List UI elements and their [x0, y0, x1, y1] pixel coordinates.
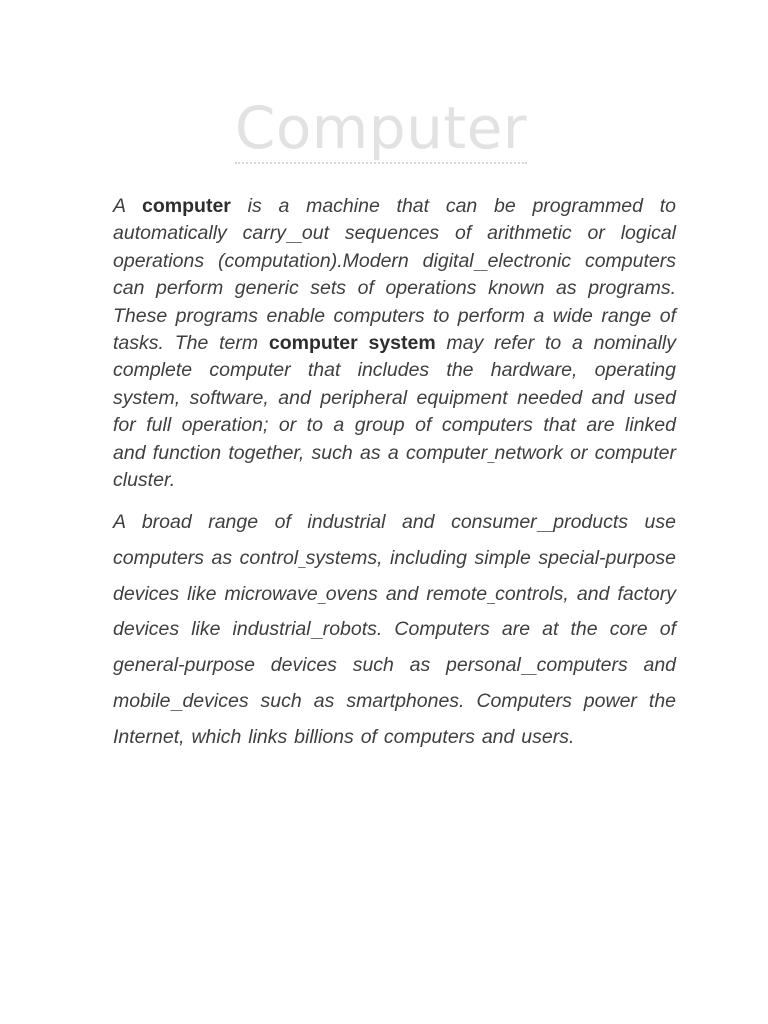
body-text: operations (computation).Modern digital — [113, 249, 474, 272]
body-text: A broad range of industrial and consumer — [113, 511, 537, 533]
hyperlink-space[interactable] — [487, 583, 495, 605]
hyperlink-space[interactable] — [311, 618, 323, 640]
hyperlink-space[interactable] — [318, 583, 326, 605]
body-text: cluster. — [113, 469, 176, 492]
body-text: products use computers as control — [113, 511, 676, 569]
body-text: devices such as smartphones. Computers power the Internet, which links billions of computers and users. — [113, 689, 677, 748]
hyperlink-space[interactable] — [170, 690, 182, 712]
body-text: systems, including simple special-purpose devices like microwave — [113, 546, 677, 605]
hyperlink-space[interactable] — [521, 654, 537, 676]
paragraph-1 — [113, 193, 676, 494]
hyperlink-space[interactable] — [298, 547, 306, 569]
hyperlink-space[interactable] — [474, 250, 488, 272]
body-text: ovens and remote — [325, 582, 488, 605]
document-title-text: Computer — [234, 94, 528, 162]
body-text: is a machine that can be programmed to automatically carry — [113, 195, 677, 245]
body-text: system, software, and peripheral equipment needed and used for full operation; or to a group of computers that are linked and function together, such as a computer — [113, 386, 676, 464]
body-text: controls, and factory devices like industrial — [113, 582, 677, 641]
body-text: computers and mobile — [113, 654, 677, 712]
body-text: A — [113, 195, 143, 217]
body-text: network or computer — [494, 441, 676, 464]
hyperlink-space[interactable] — [537, 511, 554, 533]
body-text: robots. Computers are at the core of general-purpose devices such as personal — [113, 618, 676, 677]
body-text: out sequences of arithmetic or logical — [301, 222, 677, 245]
body-text: may refer to a nominally complete computer that includes the hardware, operating — [113, 332, 676, 382]
hyperlink-space[interactable] — [487, 442, 494, 464]
bold-term: computer system — [268, 332, 436, 355]
hyperlink-space[interactable] — [286, 222, 302, 244]
bold-term: computer — [142, 195, 231, 217]
body-text: electronic computers can perform generic sets of operations known as programs. These programs enable computers to perform a wide range of tasks. The term — [113, 249, 676, 355]
paragraph-2 — [113, 505, 676, 756]
document-title — [0, 88, 762, 168]
